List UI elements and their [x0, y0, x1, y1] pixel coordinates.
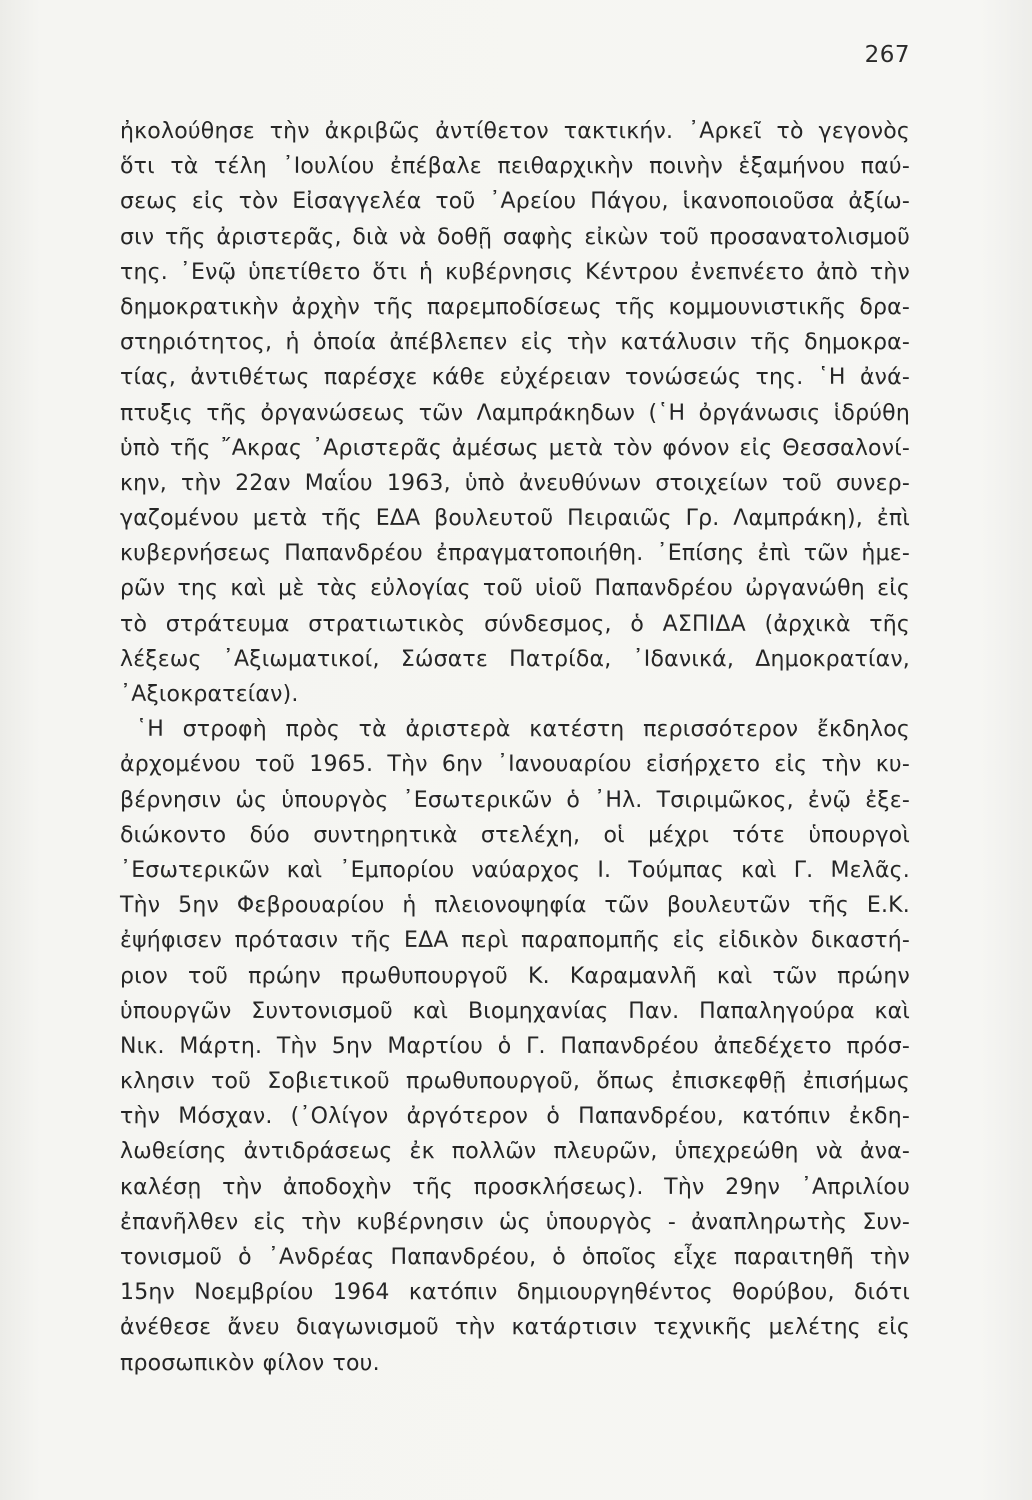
text-line: Τὴν 5ην Φεβρουαρίου ἡ πλειονοψηφία τῶν βουλευτῶν τῆς Ε.Κ. — [120, 893, 910, 919]
text-line: γαζομένου μετὰ τῆς ΕΔΑ βουλευτοῦ Πειραιῶς Γρ. Λαμπράκη), ἐπὶ — [120, 506, 910, 532]
text-line: ἠκολούθησε τὴν ἀκριβῶς ἀντίθετον τακτικήν. ᾿Αρκεῖ τὸ γεγονὸς — [120, 119, 910, 144]
text-line: της. ᾿Ενῷ ὑπετίθετο ὅτι ἡ κυβέρνησις Κέντρου ἐνεπνέετο ἀπὸ τὴν — [120, 259, 910, 285]
text-line: 15ην Νοεμβρίου 1964 κατόπιν δημιουργηθέντος θορύβου, διότι — [120, 1280, 910, 1306]
text-line: ἀνέθεσε ἄνευ διαγωνισμοῦ τὴν κατάρτισιν τεχνικῆς μελέτης εἰς — [120, 1315, 910, 1341]
text-line: τὸ στράτευμα στρατιωτικὸς σύνδεσμος, ὁ ΑΣΠΙΔΑ (ἀρχικὰ τῆς — [120, 611, 910, 637]
page-number: 267 — [864, 42, 910, 68]
text-line: ἐπανῆλθεν εἰς τὴν κυβέρνησιν ὡς ὑπουργὸς - ἀναπληρωτὴς Συν- — [120, 1209, 910, 1235]
text-line: καλέσῃ τὴν ἀποδοχὴν τῆς προσκλήσεως). Τὴν 29ην ᾿Απριλίου — [120, 1174, 910, 1200]
text-line: ῾Η στροφὴ πρὸς τὰ ἀριστερὰ κατέστη περισσότερον ἔκδηλος — [136, 717, 910, 743]
text-line: κλησιν τοῦ Σοβιετικοῦ πρωθυπουργοῦ, ὅπως ἐπισκεφθῇ ἐπισήμως — [120, 1069, 910, 1095]
text-line: προσωπικὸν φίλον του. — [120, 1350, 380, 1376]
text-line: πτυξις τῆς ὀργανώσεως τῶν Λαμπράκηδων (῾Η ὀργάνωσις ἱδρύθη — [120, 400, 910, 426]
text-line: ὅτι τὰ τέλη ᾿Ιουλίου ἐπέβαλε πειθαρχικὴν ποινὴν ἑξαμήνου παύ- — [120, 154, 910, 180]
text-line: κην, τὴν 22αν Μαΐου 1963, ὑπὸ ἀνευθύνων στοιχείων τοῦ συνερ- — [120, 470, 910, 496]
text-line: ριον τοῦ πρώην πρωθυπουργοῦ Κ. Καραμανλῆ καὶ τῶν πρώην — [120, 963, 910, 989]
text-line: σεως εἰς τὸν Εἰσαγγελέα τοῦ ᾿Αρείου Πάγου, ἱκανοποιοῦσα ἀξίω- — [120, 189, 910, 215]
text-line: λωθείσης ἀντιδράσεως ἐκ πολλῶν πλευρῶν, ὑπεχρεώθη νὰ ἀνα- — [120, 1139, 910, 1165]
text-line: διώκοντο δύο συντηρητικὰ στελέχη, οἱ μέχρι τότε ὑπουργοὶ — [120, 822, 910, 848]
text-line: τίας, ἀντιθέτως παρέσχε κάθε εὐχέρειαν τονώσεώς της. ῾Η ἀνά- — [120, 365, 910, 391]
text-line: ᾿Εσωτερικῶν καὶ ᾿Εμπορίου ναύαρχος Ι. Τούμπας καὶ Γ. Μελᾶς. — [120, 857, 910, 883]
body-text — [120, 114, 910, 1381]
text-line: ρῶν της καὶ μὲ τὰς εὐλογίας τοῦ υἱοῦ Παπανδρέου ὠργανώθη εἰς — [120, 576, 910, 602]
text-line: κυβερνήσεως Παπανδρέου ἐπραγματοποιήθη. ᾿Επίσης ἐπὶ τῶν ἡμε- — [120, 541, 910, 567]
text-line: τονισμοῦ ὁ ᾿Ανδρέας Παπανδρέου, ὁ ὁποῖος εἶχε παραιτηθῆ τὴν — [120, 1245, 910, 1270]
text-line: Νικ. Μάρτη. Τὴν 5ην Μαρτίου ὁ Γ. Παπανδρέου ἀπεδέχετο πρόσ- — [120, 1033, 910, 1059]
text-line: σιν τῆς ἀριστερᾶς, διὰ νὰ δοθῇ σαφὴς εἰκὼν τοῦ προσανατολισμοῦ — [120, 224, 910, 250]
text-line: λέξεως ᾿Αξιωματικοί, Σώσατε Πατρίδα, ᾿Ιδανικά, Δημοκρατίαν, — [120, 646, 910, 672]
text-line: ἀρχομένου τοῦ 1965. Τὴν 6ην ᾿Ιανουαρίου εἰσήρχετο εἰς τὴν κυ- — [120, 752, 910, 778]
text-line: ᾿Αξιοκρατείαν). — [120, 682, 299, 707]
text-line: ὑπὸ τῆς ῎Ακρας ᾿Αριστερᾶς ἀμέσως μετὰ τὸν φόνον εἰς Θεσσαλονί- — [120, 435, 910, 461]
text-line: τὴν Μόσχαν. (᾿Ολίγον ἀργότερον ὁ Παπανδρέου, κατόπιν ἐκδη- — [120, 1104, 910, 1130]
text-line: ἐψήφισεν πρότασιν τῆς ΕΔΑ περὶ παραπομπῆς εἰς εἰδικὸν δικαστή- — [120, 928, 910, 954]
text-line: στηριότητος, ἡ ὁποία ἀπέβλεπεν εἰς τὴν κατάλυσιν τῆς δημοκρα- — [120, 330, 910, 356]
text-line: ὑπουργῶν Συντονισμοῦ καὶ Βιομηχανίας Παν. Παπαληγούρα καὶ — [120, 998, 910, 1024]
text-line: δημοκρατικὴν ἀρχὴν τῆς παρεμποδίσεως τῆς κομμουνιστικῆς δρα- — [120, 294, 910, 320]
text-line: βέρνησιν ὡς ὑπουργὸς ᾿Εσωτερικῶν ὁ ᾿Ηλ. Τσιριμῶκος, ἐνῷ ἐξε- — [120, 787, 910, 813]
